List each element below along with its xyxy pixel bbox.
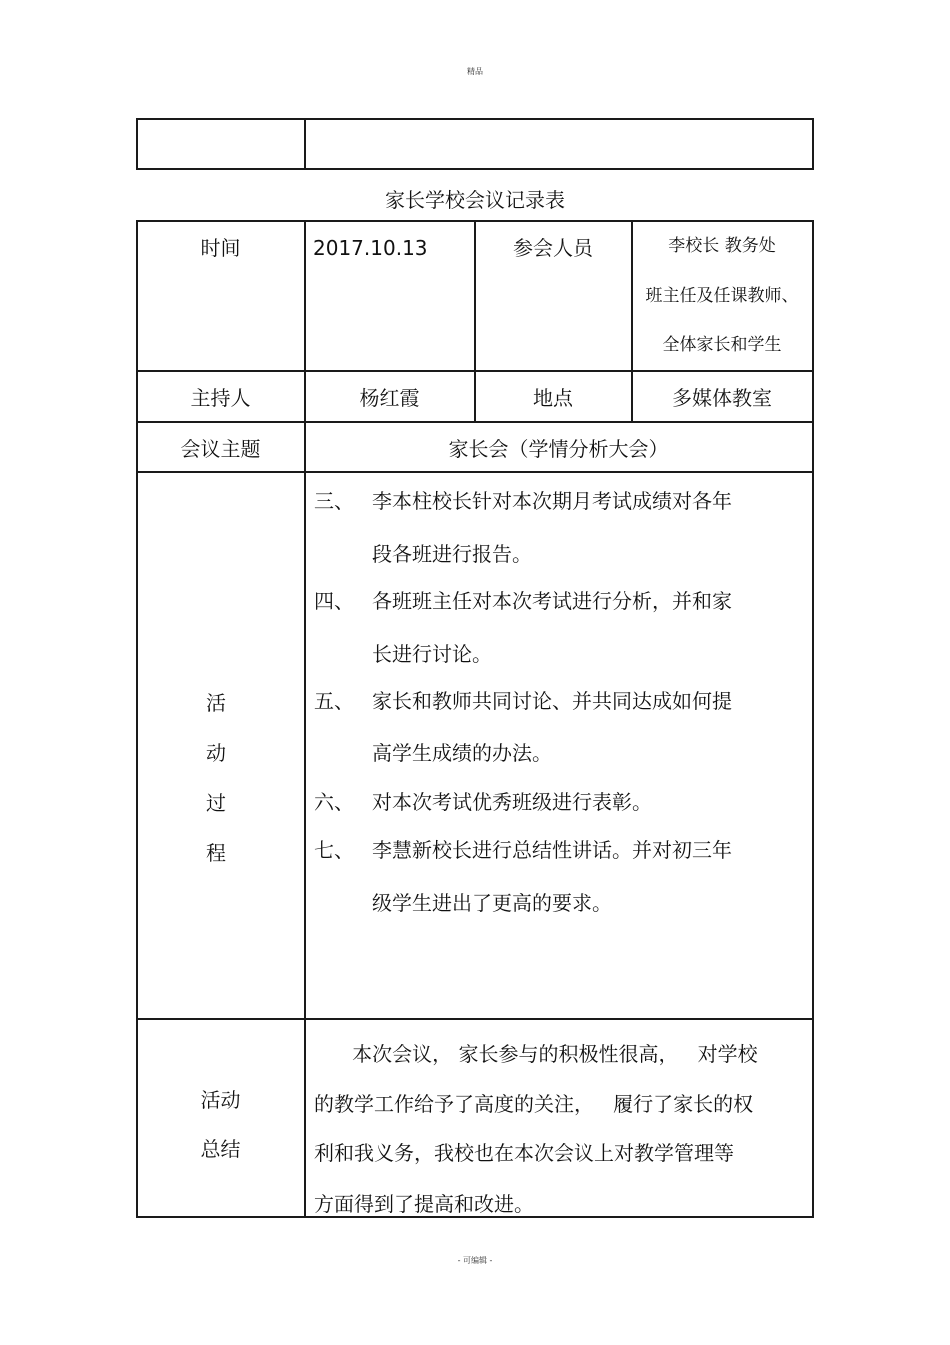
topic-value: 家长会（学情分析大会）	[448, 437, 669, 461]
process-item-num: 七、	[314, 838, 354, 862]
process-label-char-1: 活	[206, 691, 226, 715]
process-item-line: 各班班主任对本次考试进行分析，并和家	[372, 589, 732, 613]
footer-mark: - 可编辑 -	[457, 1256, 493, 1265]
process-item-line: 长进行讨论。	[372, 642, 492, 666]
host-value: 杨红霞	[359, 386, 420, 410]
process-label-char-3: 过	[206, 791, 226, 815]
attendees-line-3: 全体家长和学生	[662, 335, 782, 355]
summary-label-line-2: 总结	[200, 1137, 241, 1161]
process-item-line: 级学生进出了更高的要求。	[372, 891, 612, 915]
process-item-line: 对本次考试优秀班级进行表彰。	[372, 790, 652, 814]
summary-line: 方面得到了提高和改进。	[314, 1192, 534, 1216]
attendees-label: 参会人员	[513, 236, 593, 260]
summary-line: 本次会议， 家长参与的积极性很高， 对学校	[314, 1042, 758, 1066]
summary-label-line-1: 活动	[200, 1088, 241, 1112]
topic-label: 会议主题	[180, 437, 261, 461]
process-label-char-4: 程	[206, 841, 226, 865]
summary-line: 的教学工作给予了高度的关注， 履行了家长的权	[314, 1092, 754, 1116]
process-item-line: 李本柱校长针对本次期月考试成绩对各年	[372, 489, 732, 513]
attendees-line-1: 李校长 教务处	[668, 236, 776, 256]
process-item-line: 李慧新校长进行总结性讲话。并对初三年	[372, 838, 732, 862]
process-item-num: 六、	[314, 790, 354, 814]
process-item-num: 三、	[314, 489, 354, 513]
process-item-line: 段各班进行报告。	[372, 542, 532, 566]
process-item-num: 四、	[314, 589, 354, 613]
place-value: 多媒体教室	[672, 386, 772, 410]
process-label-char-2: 动	[206, 741, 226, 765]
summary-line: 利和我义务，我校也在本次会议上对教学管理等	[314, 1141, 734, 1165]
attendees-line-2: 班主任及任课教师、	[645, 286, 799, 306]
header-mark: 精品	[467, 67, 483, 76]
process-item-num: 五、	[314, 689, 354, 713]
time-label: 时间	[200, 236, 241, 260]
page-title: 家长学校会议记录表	[385, 188, 565, 212]
host-label: 主持人	[190, 386, 251, 410]
process-item-line: 家长和教师共同讨论、并共同达成如何提	[372, 689, 732, 713]
place-label: 地点	[533, 386, 573, 410]
time-value: 2017.10.13	[313, 236, 428, 260]
process-item-line: 高学生成绩的办法。	[372, 741, 552, 765]
